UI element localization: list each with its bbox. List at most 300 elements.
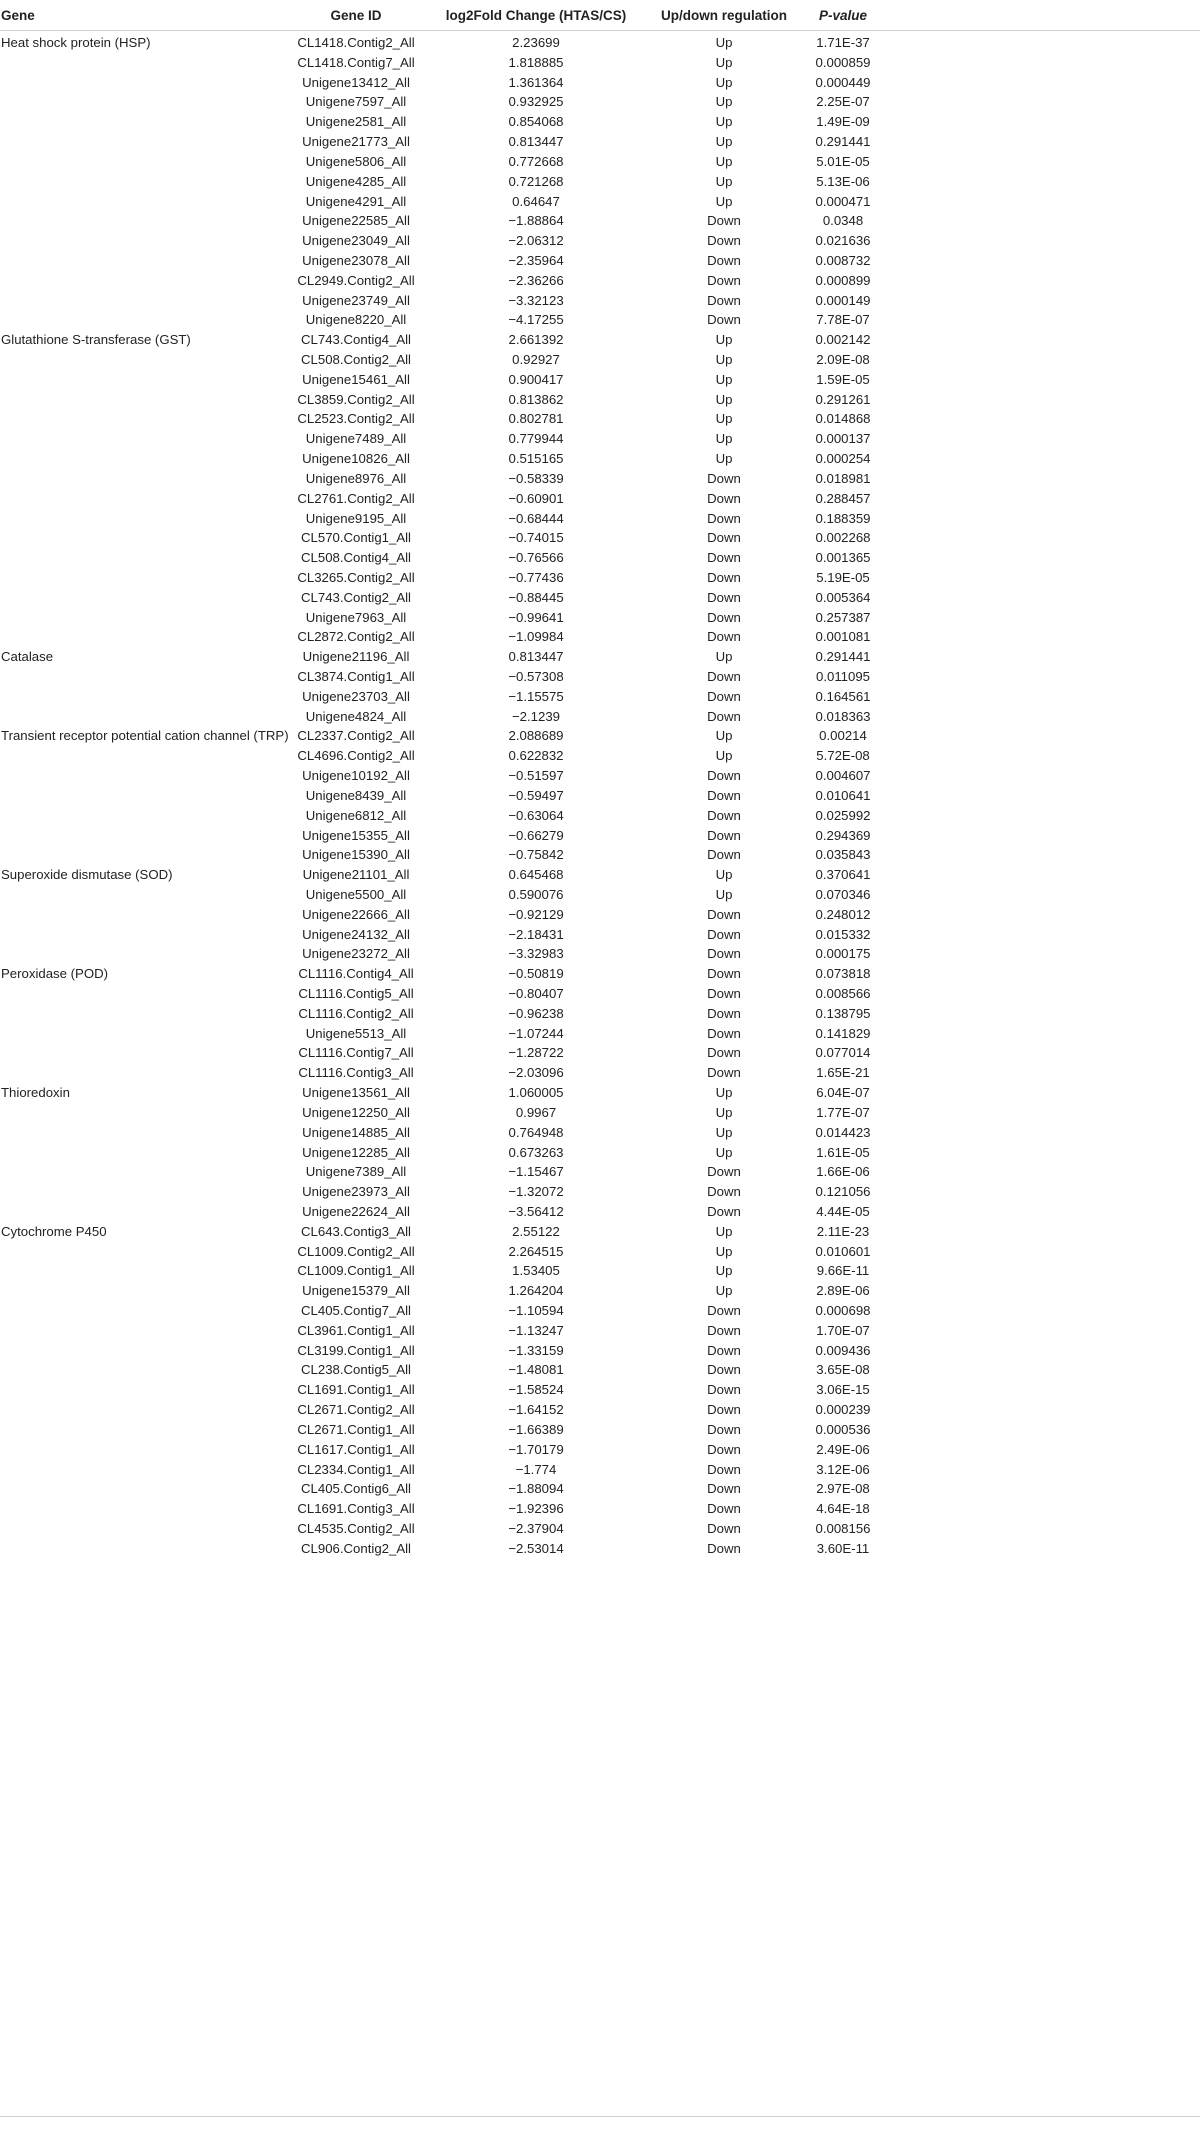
p-value-cell: 1.61E-05 xyxy=(816,1144,870,1160)
regulation-cell: Down xyxy=(707,609,741,625)
regulation-cell: Down xyxy=(707,827,741,843)
regulation-cell: Up xyxy=(715,1124,733,1140)
gene-id-cell: Unigene23272_All xyxy=(302,946,410,962)
table-row xyxy=(0,1242,1200,1262)
fold-change-cell: 0.9967 xyxy=(515,1104,557,1120)
regulation-cell: Up xyxy=(715,1144,733,1160)
gene-id-cell: Unigene4824_All xyxy=(305,708,407,724)
p-value-cell: 0.005364 xyxy=(815,589,871,605)
table-row xyxy=(0,1460,1200,1480)
p-value-cell: 0.004607 xyxy=(815,768,871,784)
gene-id-cell: CL3874.Contig1_All xyxy=(297,669,415,684)
regulation-cell: Down xyxy=(707,1342,741,1358)
gene-id-cell: Unigene9195_All xyxy=(305,510,407,526)
regulation-cell: Down xyxy=(707,470,741,486)
fold-change-cell: −1.09984 xyxy=(508,629,564,645)
regulation-cell: Down xyxy=(707,252,741,268)
regulation-cell: Down xyxy=(707,213,741,229)
fold-change-cell: −1.58524 xyxy=(508,1382,564,1398)
gene-id-cell: Unigene10192_All xyxy=(302,768,410,784)
gene-cell: Glutathione S-transferase (GST) xyxy=(1,332,191,348)
table-row xyxy=(0,588,1200,608)
regulation-cell: Down xyxy=(707,1005,741,1021)
regulation-cell: Up xyxy=(715,35,733,50)
fold-change-cell: −1.70179 xyxy=(508,1441,564,1457)
p-value-cell: 0.288457 xyxy=(815,490,871,506)
gene-id-cell: CL4696.Contig2_All xyxy=(297,748,415,764)
regulation-cell: Down xyxy=(707,589,741,605)
gene-id-cell: CL743.Contig4_All xyxy=(301,332,411,348)
p-value-cell: 0.008732 xyxy=(815,252,871,268)
p-value-cell: 7.78E-07 xyxy=(816,312,870,328)
gene-id-cell: Unigene24132_All xyxy=(302,926,410,942)
fold-change-cell: 1.361364 xyxy=(508,74,564,90)
gene-id-cell: Unigene23049_All xyxy=(302,233,410,249)
fold-change-cell: −0.60901 xyxy=(508,490,564,506)
fold-change-cell: 0.645468 xyxy=(508,867,564,883)
p-value-cell: 0.010641 xyxy=(815,787,871,803)
gene-id-cell: Unigene5513_All xyxy=(305,1025,407,1041)
gene-id-cell: Unigene21773_All xyxy=(302,134,410,150)
fold-change-cell: 0.813447 xyxy=(508,649,564,665)
gene-id-cell: CL1116.Contig5_All xyxy=(298,986,414,1001)
gene-cell: Peroxidase (POD) xyxy=(1,966,109,982)
table-row xyxy=(0,469,1200,489)
table-row xyxy=(0,1222,1200,1242)
gene-id-cell: CL238.Contig5_All xyxy=(301,1362,411,1378)
gene-id-cell: CL2761.Contig2_All xyxy=(297,490,415,506)
fold-change-cell: −0.51597 xyxy=(508,768,564,784)
fold-change-cell: 0.590076 xyxy=(508,886,564,902)
p-value-cell: 1.70E-07 xyxy=(816,1322,870,1338)
fold-change-cell: 0.64647 xyxy=(512,193,560,209)
gene-id-cell: Unigene8220_All xyxy=(305,312,407,328)
table-row xyxy=(0,1301,1200,1321)
fold-change-cell: −0.68444 xyxy=(508,510,564,526)
fold-change-cell: −1.88094 xyxy=(508,1481,564,1497)
regulation-cell: Up xyxy=(715,867,733,883)
regulation-cell: Down xyxy=(707,986,741,1001)
gene-id-cell: Unigene6812_All xyxy=(305,807,407,823)
regulation-cell: Up xyxy=(715,728,733,744)
table-row xyxy=(0,1420,1200,1440)
regulation-cell: Up xyxy=(715,54,733,70)
fold-change-cell: −1.66389 xyxy=(508,1421,564,1437)
gene-id-cell: CL570.Contig1_All xyxy=(301,530,411,546)
p-value-cell: 0.248012 xyxy=(815,906,871,922)
regulation-cell: Down xyxy=(707,1501,741,1517)
fold-change-cell: 1.818885 xyxy=(508,54,564,70)
regulation-cell: Up xyxy=(715,74,733,90)
regulation-cell: Up xyxy=(715,352,733,367)
regulation-cell: Down xyxy=(707,847,741,863)
regulation-cell: Up xyxy=(715,94,733,110)
table-row xyxy=(0,251,1200,271)
fold-change-cell: −4.17255 xyxy=(508,312,564,328)
table-row xyxy=(0,687,1200,707)
p-value-cell: 9.66E-11 xyxy=(816,1263,870,1279)
regulation-cell: Down xyxy=(707,1184,741,1200)
fold-change-cell: 2.55122 xyxy=(512,1223,560,1239)
p-value-cell: 0.141829 xyxy=(815,1025,871,1041)
gene-id-cell: Unigene12285_All xyxy=(302,1144,410,1160)
regulation-cell: Down xyxy=(707,233,741,249)
fold-change-cell: 0.622832 xyxy=(508,748,564,764)
regulation-cell: Up xyxy=(715,649,733,665)
regulation-cell: Up xyxy=(715,411,733,427)
gene-id-cell: CL643.Contig3_All xyxy=(301,1223,411,1239)
fold-change-cell: −0.99641 xyxy=(508,609,564,625)
table-row xyxy=(0,509,1200,529)
regulation-cell: Up xyxy=(715,1223,733,1239)
regulation-cell: Up xyxy=(715,371,733,387)
fold-change-cell: −2.06312 xyxy=(508,233,564,249)
gene-id-cell: CL3199.Contig1_All xyxy=(297,1342,415,1358)
gene-id-cell: Unigene7489_All xyxy=(305,431,407,447)
fold-change-cell: −0.58339 xyxy=(508,470,564,486)
table-row xyxy=(0,865,1200,885)
table-row xyxy=(0,1024,1200,1044)
table-row xyxy=(0,568,1200,588)
regulation-cell: Up xyxy=(715,332,733,348)
table-row xyxy=(0,746,1200,766)
gene-id-cell: CL4535.Contig2_All xyxy=(297,1520,415,1536)
fold-change-cell: −2.53014 xyxy=(508,1540,564,1556)
gene-id-cell: Unigene15379_All xyxy=(302,1283,410,1299)
p-value-cell: 0.164561 xyxy=(815,688,871,704)
fold-change-cell: −1.33159 xyxy=(508,1342,564,1358)
p-value-cell: 0.000239 xyxy=(815,1402,871,1418)
table-row xyxy=(0,390,1200,410)
fold-change-cell: −1.88864 xyxy=(508,213,564,229)
table-row xyxy=(0,429,1200,449)
gene-id-cell: Unigene21196_All xyxy=(302,649,410,665)
p-value-cell: 0.370641 xyxy=(815,867,871,883)
fold-change-cell: −0.63064 xyxy=(508,807,564,823)
regulation-cell: Down xyxy=(707,510,741,526)
table-row xyxy=(0,905,1200,925)
fold-change-cell: −1.48081 xyxy=(508,1362,564,1378)
table-row xyxy=(0,766,1200,786)
table-row xyxy=(0,647,1200,667)
p-value-cell: 0.000137 xyxy=(815,431,871,447)
fold-change-cell: −0.77436 xyxy=(508,569,564,585)
p-value-cell: 0.008566 xyxy=(815,986,871,1001)
table-row xyxy=(0,1083,1200,1103)
p-value-cell: 2.49E-06 xyxy=(816,1441,870,1457)
p-value-cell: 5.13E-06 xyxy=(816,173,870,189)
gene-id-cell: CL1116.Contig3_All xyxy=(298,1065,414,1081)
regulation-cell: Up xyxy=(715,1085,733,1101)
table-row xyxy=(0,330,1200,350)
fold-change-cell: −1.32072 xyxy=(508,1184,564,1200)
regulation-cell: Down xyxy=(707,1461,741,1477)
table-row xyxy=(0,1143,1200,1163)
fold-change-cell: 0.673263 xyxy=(508,1144,564,1160)
p-value-cell: 0.008156 xyxy=(815,1520,871,1536)
regulation-cell: Down xyxy=(707,292,741,308)
fold-change-cell: −0.76566 xyxy=(508,550,564,566)
p-value-cell: 1.65E-21 xyxy=(816,1065,870,1081)
regulation-cell: Down xyxy=(707,1382,741,1398)
gene-id-cell: CL3961.Contig1_All xyxy=(297,1322,415,1338)
fold-change-cell: −1.28722 xyxy=(508,1045,564,1061)
header-regulation: Up/down regulation xyxy=(661,8,787,23)
fold-change-cell: −3.32983 xyxy=(508,946,564,962)
regulation-cell: Down xyxy=(707,1203,741,1219)
fold-change-cell: 0.854068 xyxy=(508,114,564,130)
p-value-cell: 0.000899 xyxy=(815,272,871,288)
regulation-cell: Down xyxy=(707,926,741,942)
table-row xyxy=(0,786,1200,806)
table-row xyxy=(0,33,1200,53)
gene-id-cell: CL405.Contig6_All xyxy=(301,1481,411,1497)
p-value-cell: 0.009436 xyxy=(815,1342,871,1358)
gene-id-cell: CL1116.Contig7_All xyxy=(298,1045,414,1061)
regulation-cell: Down xyxy=(707,946,741,962)
table-body xyxy=(0,33,1200,1559)
fold-change-cell: 2.661392 xyxy=(508,332,564,348)
gene-id-cell: Unigene12250_All xyxy=(302,1104,410,1120)
table-row xyxy=(0,1123,1200,1143)
regulation-cell: Down xyxy=(707,787,741,803)
fold-change-cell: 0.932925 xyxy=(508,94,564,110)
gene-id-cell: Unigene23973_All xyxy=(302,1184,410,1200)
fold-change-cell: 2.23699 xyxy=(512,35,560,50)
table-row xyxy=(0,1360,1200,1380)
regulation-cell: Down xyxy=(707,550,741,566)
p-value-cell: 5.01E-05 xyxy=(816,153,870,169)
gene-id-cell: CL2671.Contig1_All xyxy=(297,1421,415,1437)
fold-change-cell: −2.18431 xyxy=(508,926,564,942)
p-value-cell: 4.64E-18 xyxy=(816,1501,870,1517)
p-value-cell: 2.89E-06 xyxy=(816,1283,870,1299)
fold-change-cell: 0.779944 xyxy=(508,431,564,447)
p-value-cell: 0.001081 xyxy=(815,629,871,645)
fold-change-cell: 1.264204 xyxy=(508,1283,564,1299)
gene-id-cell: CL1418.Contig7_All xyxy=(297,54,415,70)
table-row xyxy=(0,944,1200,964)
table-row xyxy=(0,548,1200,568)
regulation-cell: Down xyxy=(707,1164,741,1180)
gene-id-cell: Unigene4285_All xyxy=(305,173,407,189)
table-row xyxy=(0,1063,1200,1083)
fold-change-cell: 0.802781 xyxy=(508,411,564,427)
p-value-cell: 0.010601 xyxy=(815,1243,871,1259)
fold-change-cell: 0.772668 xyxy=(508,153,564,169)
p-value-cell: 0.000859 xyxy=(815,54,871,70)
regulation-cell: Up xyxy=(715,1263,733,1279)
table-row xyxy=(0,409,1200,429)
p-value-cell: 0.291261 xyxy=(815,391,871,407)
regulation-cell: Down xyxy=(707,312,741,328)
table-row xyxy=(0,1440,1200,1460)
gene-id-cell: CL1116.Contig4_All xyxy=(298,966,414,982)
gene-id-cell: Unigene13561_All xyxy=(302,1085,410,1101)
table-row xyxy=(0,1261,1200,1281)
gene-cell: Transient receptor potential cation channel (TRP) xyxy=(1,728,289,744)
p-value-cell: 0.011095 xyxy=(815,669,871,684)
regulation-cell: Up xyxy=(715,1243,733,1259)
table-row xyxy=(0,845,1200,865)
gene-id-cell: Unigene23749_All xyxy=(302,292,410,308)
p-value-cell: 1.49E-09 xyxy=(816,114,870,130)
gene-id-cell: Unigene4291_All xyxy=(305,193,407,209)
regulation-cell: Down xyxy=(707,688,741,704)
table-row xyxy=(0,291,1200,311)
fold-change-cell: −2.36266 xyxy=(508,272,564,288)
p-value-cell: 4.44E-05 xyxy=(816,1203,870,1219)
regulation-cell: Down xyxy=(707,669,741,684)
fold-change-cell: −1.64152 xyxy=(508,1402,564,1418)
table-row xyxy=(0,608,1200,628)
p-value-cell: 0.070346 xyxy=(815,886,871,902)
regulation-cell: Down xyxy=(707,1303,741,1318)
regulation-cell: Down xyxy=(707,1025,741,1041)
fold-change-cell: −1.15467 xyxy=(508,1164,564,1180)
gene-cell: Catalase xyxy=(1,649,54,665)
fold-change-cell: 1.53405 xyxy=(512,1263,560,1279)
gene-id-cell: CL508.Contig4_All xyxy=(301,550,411,566)
p-value-cell: 0.138795 xyxy=(815,1005,871,1021)
gene-id-cell: CL1009.Contig2_All xyxy=(297,1243,415,1259)
p-value-cell: 0.291441 xyxy=(815,649,871,665)
table-row xyxy=(0,152,1200,172)
table-row xyxy=(0,192,1200,212)
gene-id-cell: CL508.Contig2_All xyxy=(301,352,411,367)
regulation-cell: Down xyxy=(707,768,741,784)
gene-id-cell: Unigene21101_All xyxy=(302,867,410,883)
gene-id-cell: CL405.Contig7_All xyxy=(301,1303,411,1318)
fold-change-cell: 0.900417 xyxy=(508,371,564,387)
regulation-cell: Down xyxy=(707,272,741,288)
regulation-cell: Down xyxy=(707,1441,741,1457)
table-bottom-rule xyxy=(0,2116,1200,2117)
gene-id-cell: CL1617.Contig1_All xyxy=(297,1441,415,1457)
regulation-cell: Down xyxy=(707,966,741,982)
gene-id-cell: Unigene23078_All xyxy=(302,252,410,268)
gene-id-cell: CL1116.Contig2_All xyxy=(298,1005,414,1021)
fold-change-cell: −1.774 xyxy=(515,1461,557,1477)
gene-id-cell: Unigene7963_All xyxy=(305,609,407,625)
gene-id-cell: Unigene22585_All xyxy=(302,213,410,229)
p-value-cell: 0.018981 xyxy=(815,470,871,486)
regulation-cell: Up xyxy=(715,886,733,902)
p-value-cell: 0.000254 xyxy=(815,451,871,467)
fold-change-cell: −0.88445 xyxy=(508,589,564,605)
p-value-cell: 0.00214 xyxy=(819,728,867,744)
regulation-cell: Up xyxy=(715,134,733,150)
table-row xyxy=(0,1162,1200,1182)
gene-id-cell: CL2671.Contig2_All xyxy=(297,1402,415,1418)
gene-id-cell: CL2337.Contig2_All xyxy=(297,728,415,744)
regulation-cell: Down xyxy=(707,629,741,645)
regulation-cell: Up xyxy=(715,173,733,189)
fold-change-cell: −3.56412 xyxy=(508,1203,564,1219)
p-value-cell: 0.000536 xyxy=(815,1421,871,1437)
p-value-cell: 0.002142 xyxy=(815,332,871,348)
p-value-cell: 6.04E-07 xyxy=(816,1085,870,1101)
fold-change-cell: 0.721268 xyxy=(508,173,564,189)
p-value-cell: 2.11E-23 xyxy=(816,1223,870,1239)
gene-id-cell: Unigene7389_All xyxy=(305,1164,407,1180)
gene-id-cell: Unigene22624_All xyxy=(302,1203,410,1219)
table-row xyxy=(0,1004,1200,1024)
p-value-cell: 2.09E-08 xyxy=(816,352,870,367)
p-value-cell: 3.60E-11 xyxy=(816,1540,870,1556)
p-value-cell: 0.291441 xyxy=(815,134,871,150)
p-value-cell: 1.59E-05 xyxy=(816,371,870,387)
p-value-cell: 0.002268 xyxy=(815,530,871,546)
gene-id-cell: CL1691.Contig3_All xyxy=(297,1501,415,1517)
p-value-cell: 1.66E-06 xyxy=(816,1164,870,1180)
table-row xyxy=(0,1479,1200,1499)
fold-change-cell: −0.92129 xyxy=(508,906,564,922)
fold-change-cell: −0.75842 xyxy=(508,847,564,863)
regulation-cell: Down xyxy=(707,1520,741,1536)
regulation-cell: Up xyxy=(715,451,733,467)
table-row xyxy=(0,1380,1200,1400)
regulation-cell: Down xyxy=(707,1402,741,1418)
gene-id-cell: CL2949.Contig2_All xyxy=(297,272,415,288)
table-row xyxy=(0,172,1200,192)
p-value-cell: 0.000449 xyxy=(815,74,871,90)
gene-cell: Cytochrome P450 xyxy=(1,1223,107,1239)
regulation-cell: Down xyxy=(707,569,741,585)
fold-change-cell: −0.59497 xyxy=(508,787,564,803)
p-value-cell: 0.000149 xyxy=(815,292,871,308)
regulation-cell: Down xyxy=(707,530,741,546)
regulation-cell: Down xyxy=(707,807,741,823)
regulation-cell: Down xyxy=(707,1362,741,1378)
table-row xyxy=(0,449,1200,469)
regulation-cell: Down xyxy=(707,1421,741,1437)
p-value-cell: 5.19E-05 xyxy=(816,569,870,585)
gene-id-cell: Unigene15355_All xyxy=(302,827,410,843)
table-row xyxy=(0,984,1200,1004)
p-value-cell: 1.77E-07 xyxy=(816,1104,870,1120)
gene-id-cell: CL906.Contig2_All xyxy=(301,1540,411,1556)
p-value-cell: 0.015332 xyxy=(815,926,871,942)
fold-change-cell: 0.92927 xyxy=(512,352,560,367)
gene-id-cell: CL743.Contig2_All xyxy=(301,589,411,605)
fold-change-cell: −1.15575 xyxy=(508,688,564,704)
header-gene: Gene xyxy=(1,8,35,23)
gene-cell: Superoxide dismutase (SOD) xyxy=(1,867,173,883)
table-row xyxy=(0,1341,1200,1361)
p-value-cell: 0.025992 xyxy=(815,807,871,823)
p-value-cell: 0.001365 xyxy=(815,550,871,566)
regulation-cell: Down xyxy=(707,490,741,506)
table-row xyxy=(0,1519,1200,1539)
regulation-cell: Up xyxy=(715,153,733,169)
table-row xyxy=(0,885,1200,905)
regulation-cell: Up xyxy=(715,1283,733,1299)
gene-id-cell: Unigene23703_All xyxy=(302,688,410,704)
table-row xyxy=(0,964,1200,984)
gene-id-cell: CL3859.Contig2_All xyxy=(297,391,415,407)
table-row xyxy=(0,112,1200,132)
gene-id-cell: CL1691.Contig1_All xyxy=(297,1382,415,1398)
table-row xyxy=(0,53,1200,73)
table-row xyxy=(0,627,1200,647)
regulation-cell: Up xyxy=(715,114,733,130)
gene-id-cell: CL3265.Contig2_All xyxy=(297,569,415,585)
fold-change-cell: −0.74015 xyxy=(508,530,564,546)
p-value-cell: 2.97E-08 xyxy=(816,1481,870,1497)
p-value-cell: 3.12E-06 xyxy=(816,1461,870,1477)
gene-id-cell: CL2334.Contig1_All xyxy=(297,1461,415,1477)
